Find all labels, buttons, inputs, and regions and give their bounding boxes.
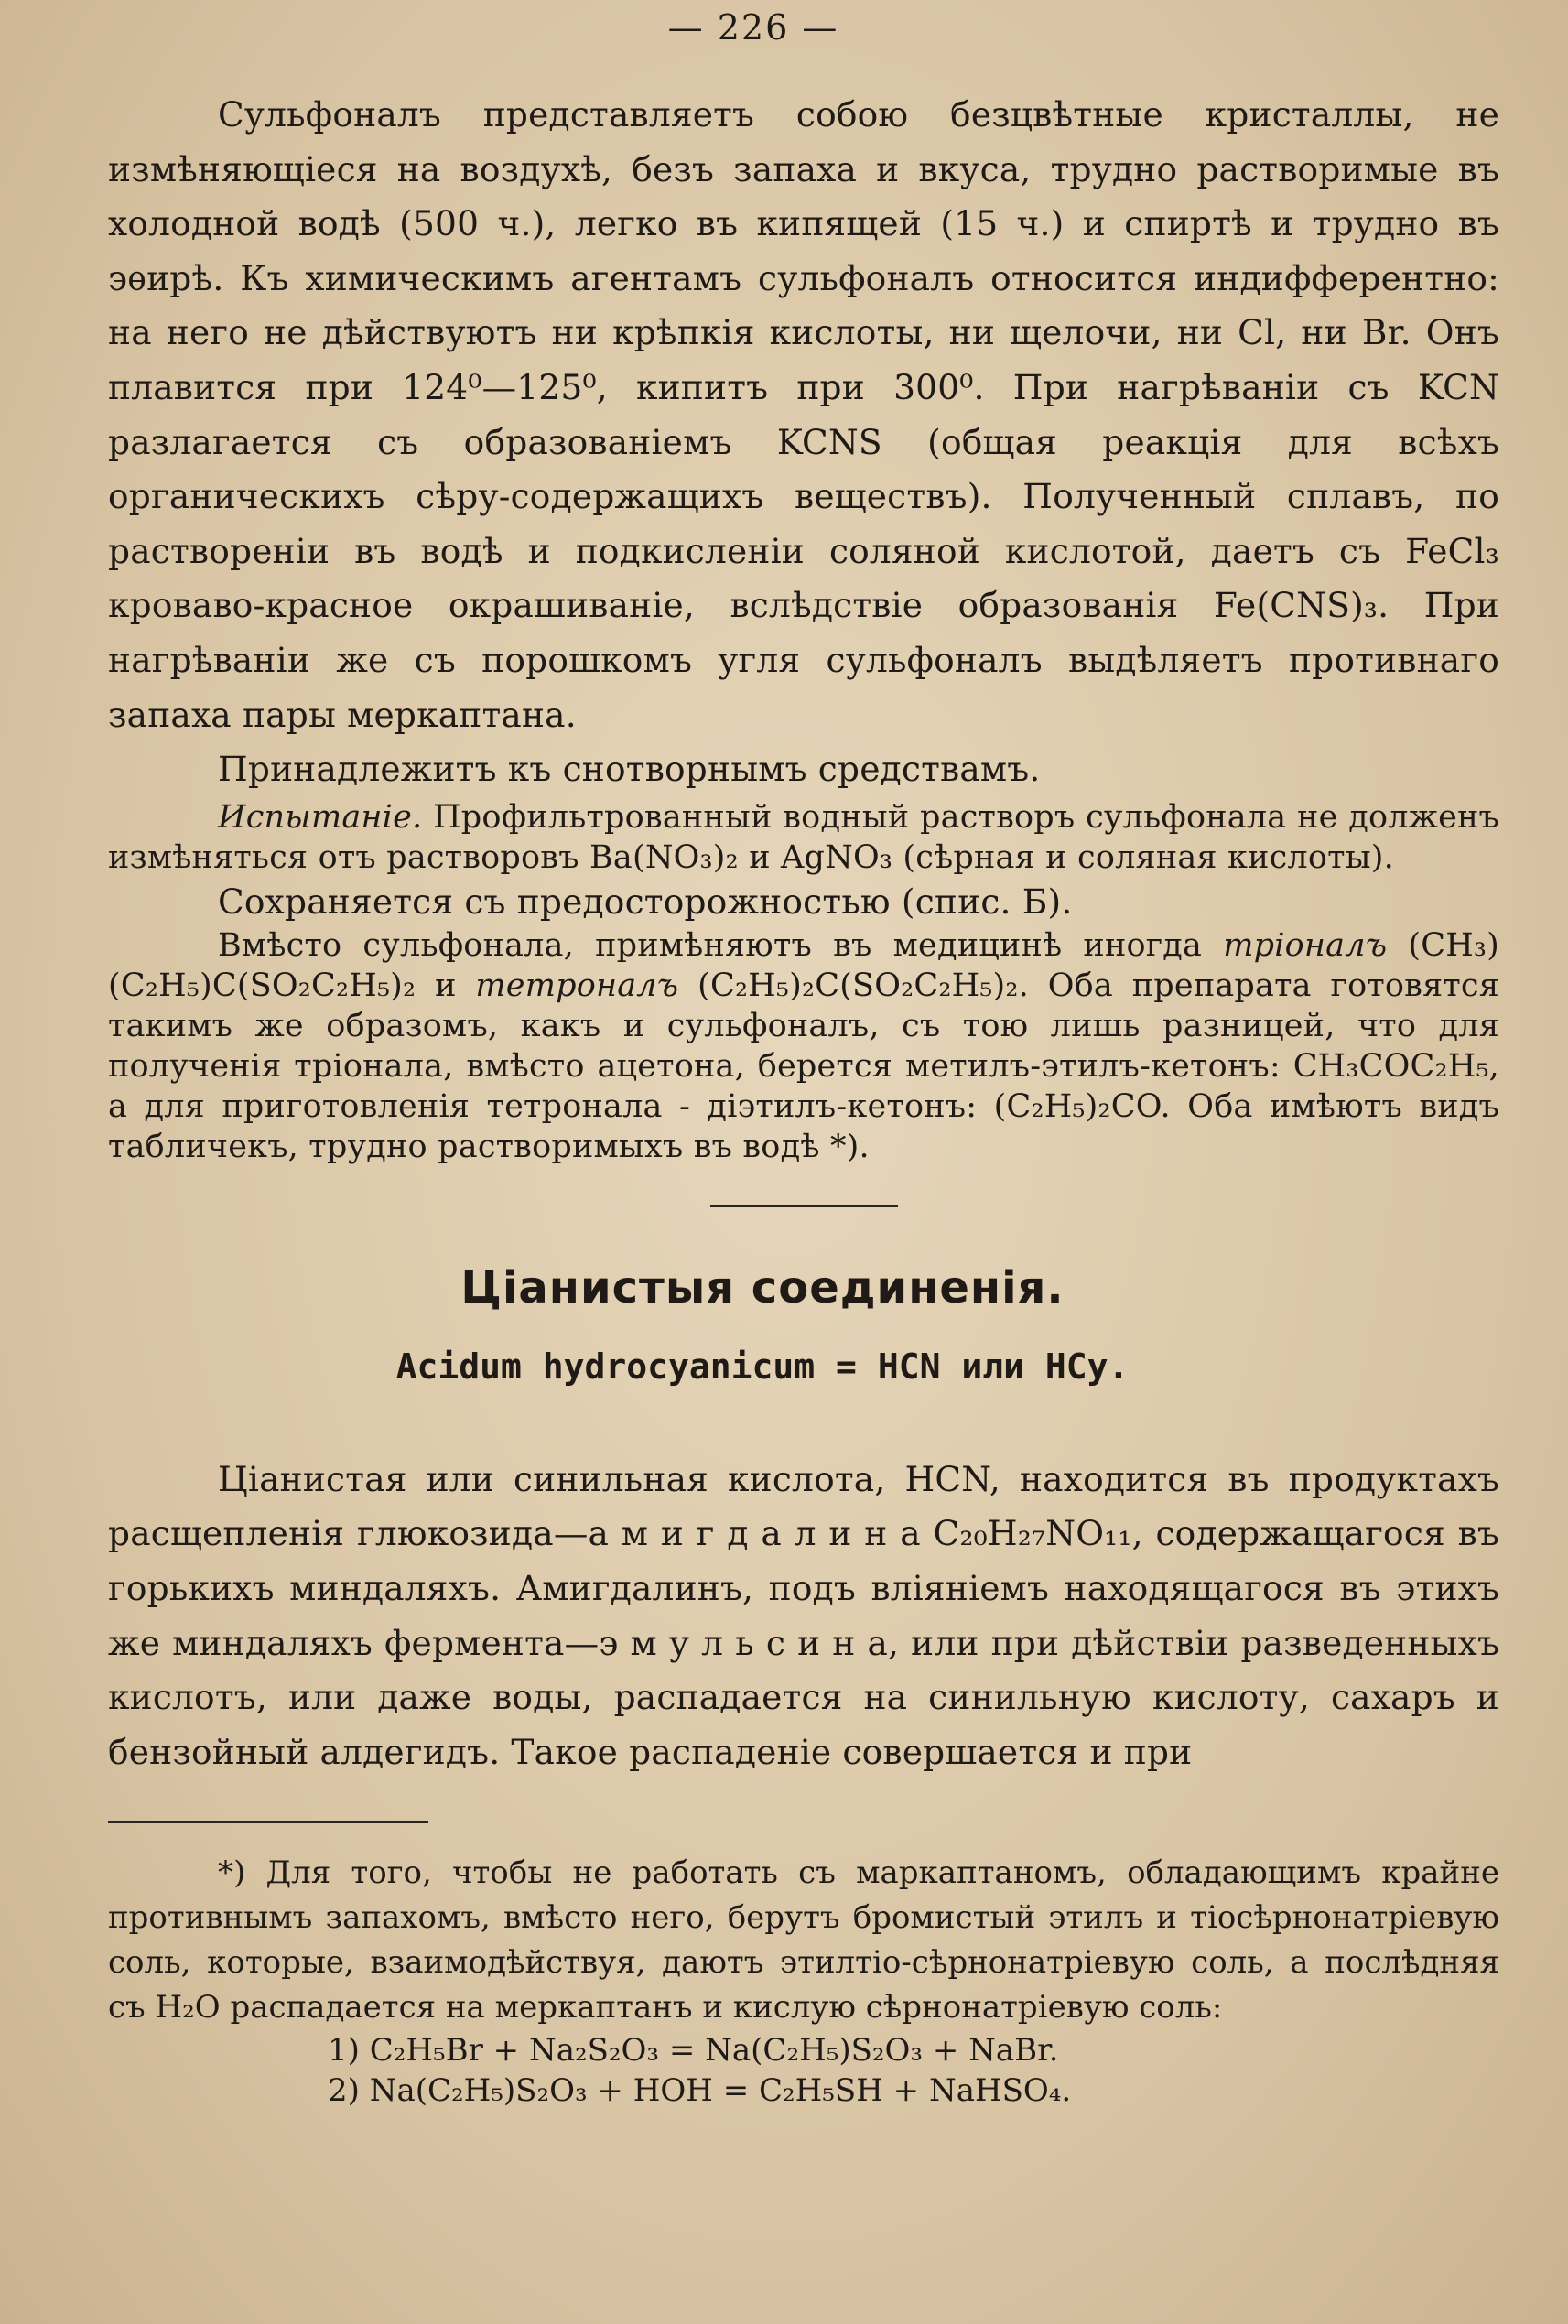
footnote-equation-1: 1) C₂H₅Br + Na₂S₂O₃ = Na(C₂H₅)S₂O₃ + NaBr. (328, 2032, 1059, 2070)
testing-text: Профильтрованный водный растворъ сульфонала не долженъ измѣняться отъ растворовъ Ba(NO₃)₂ и AgNO₃ (сѣрная и соляная кислоты). (108, 798, 1499, 876)
footnote-rule (108, 1821, 428, 1823)
sulfonal-class-paragraph: Принадлежитъ къ снотворнымъ средствамъ. (218, 749, 1041, 790)
document-page (108, 0, 1499, 2111)
testing-paragraph (108, 797, 1499, 878)
footnote-text: *) Для того, чтобы не работать съ маркаптаномъ, обладающимъ крайне противнымъ запахомъ, вмѣсто него, берутъ бромистый этилъ и тіосѣрнонатріевую соль, которые, взаимодѣйствуя, даютъ этилтіо-сѣрнонатріевую соль, а послѣдняя съ H₂O распадается на меркаптанъ и кислую сѣрнонатріевую соль: (108, 1854, 1499, 2027)
testing-label: Испытаніе. (218, 798, 423, 836)
storage-paragraph: Сохраняется съ предосторожностью (спис. Б). (218, 881, 1073, 922)
footnote-equation-2: 2) Na(C₂H₅)S₂O₃ + HOH = C₂H₅SH + NaHSO₄. (328, 2072, 1072, 2110)
section-divider (710, 1205, 898, 1207)
alternatives-paragraph (108, 925, 1499, 1167)
alternatives-text-2: (CH₃)(C₂H₅)C(SO₂C₂H₅)₂ и (108, 926, 1499, 1004)
tetronal-name: тетроналъ (475, 967, 679, 1004)
section-title: Ціанистыя соединенія. (460, 1261, 1065, 1313)
page-number: — 226 — (667, 7, 839, 48)
subsection-title: Acidum hydrocyanicum = HCN или HCy. (395, 1346, 1130, 1387)
alternatives-text-3: (C₂H₅)₂C(SO₂C₂H₅)₂. Оба препарата готовятся такимъ же образомъ, какъ и сульфоналъ, съ тою лишь разницей, что для полученія тріонала, вмѣсто ацетона, берется метилъ-этилъ-кетонъ: CH₃COC₂H₅, а для приготовленія тетронала - діэтилъ-кетонъ: (C₂H₅)₂CO. Оба имѣютъ видъ табличекъ, трудно растворимыхъ въ водѣ *). (108, 967, 1500, 1165)
hcn-paragraph: Ціанистая или синильная кислота, HCN, находится въ продуктахъ расщепленія глюкозида—а м и г д а л и н а C₂₀H₂₇NO₁₁, содержащагося въ горькихъ миндаляхъ. Амигдалинъ, подъ вліяніемъ находящагося въ этихъ же миндаляхъ фермента—э м у л ь с и н а, или при дѣйствіи разведенныхъ кислотъ, или даже воды, распадается на синильную кислоту, сахаръ и бензойный алдегидъ. Такое распаденіе совершается и при (108, 1458, 1499, 1772)
alternatives-text-1: Вмѣсто сульфонала, примѣняютъ въ медицинѣ иногда (218, 926, 1224, 964)
sulfonal-description-paragraph: Сульфоналъ представляетъ собою безцвѣтные кристаллы, не измѣняющіеся на воздухѣ, безъ запаха и вкуса, трудно растворимые въ холодной водѣ (500 ч.), легко въ кипящей (15 ч.) и спиртѣ и трудно въ эѳирѣ. Къ химическимъ агентамъ сульфоналъ относится индифферентно: на него не дѣйствуютъ ни крѣпкія кислоты, ни щелочи, ни Cl, ни Br. Онъ плавится при 124⁰—125⁰, кипитъ при 300⁰. При нагрѣваніи съ KCN разлагается съ образованіемъ KCNS (общая реакція для всѣхъ органическихъ сѣру-содержащихъ веществъ). Полученный сплавъ, по раствореніи въ водѣ и подкисленіи соляной кислотой, даетъ съ FeCl₃ кроваво-красное окрашиваніе, вслѣдствіе образованія Fe(CNS)₃. При нагрѣваніи же съ порошкомъ угля сульфоналъ выдѣляетъ противнаго запаха пары меркаптана. (108, 94, 1499, 735)
trional-name: тріоналъ (1223, 926, 1388, 964)
